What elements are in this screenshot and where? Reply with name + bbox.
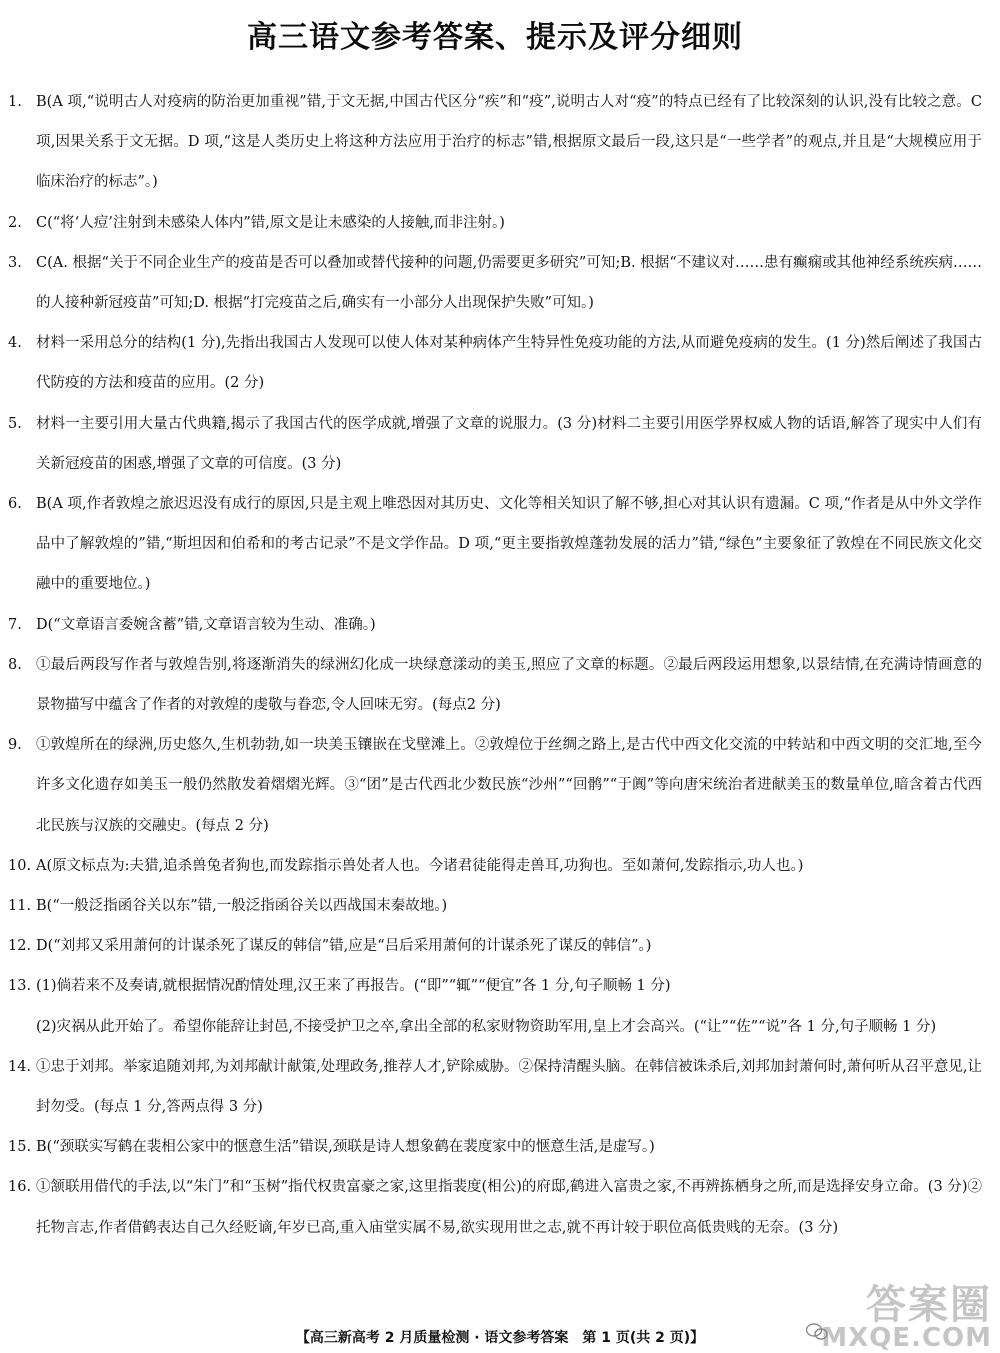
page-footer: 【高三新高考 2 月质量检测 · 语文参考答案 第 1 页(共 2 页)】 (295, 1330, 705, 1346)
item-number: 11. (8, 898, 32, 915)
item-text: ①敦煌所在的绿洲,历史悠久,生机勃勃,如一块美玉镶嵌在戈壁滩上。②敦煌位于丝绸之路上,是古代中西文化交流的中转站和中西文明的交汇地,至今许多文化遗存如美玉一般仍然散发着熠熠光辉。③“团”是古代西北少数民族“沙州”“回鹘”“于阗”等向唐宋统治者进献美玉的数量单位,暗含着古代西北民族与汉族的交融史。(每点 2 分) (36, 737, 982, 834)
item-text: D(“文章语言委婉含蓄”错,文章语言较为生动、准确。) (36, 616, 376, 633)
item-number: 7. (8, 616, 22, 633)
answer-item-15 (8, 1127, 982, 1167)
item-number: 15. (8, 1139, 32, 1156)
item-number: 10. (8, 857, 32, 874)
item-number: 12. (8, 938, 32, 955)
item-text: ①颔联用借代的手法,以“朱门”和“玉树”指代权贵富豪之家,这里指裴度(相公)的府邸,鹤进入富贵之家,不再辨拣栖身之所,而是选择安身立命。(3 分)②托物言志,作者借鹤表达自己久经贬谪,年岁已高,重入庙堂实属不易,欲实现用世之志,就不再计较于职位高低贵贱的无奈。(3 分) (36, 1179, 982, 1236)
item-number: 13. (8, 978, 32, 995)
item-number: 5. (8, 415, 22, 432)
item-text: C(“将‘人痘’注射到未感染人体内”错,原文是让未感染的人接触,而非注射。) (36, 214, 505, 231)
answer-item-4 (8, 323, 982, 403)
answer-item-12 (8, 926, 982, 966)
answer-item-16 (8, 1167, 982, 1247)
item-number: 3. (8, 254, 22, 271)
item-text: D(“刘邦又采用萧何的计谋杀死了谋反的韩信”错,应是“吕后采用萧何的计谋杀死了谋反的韩信”。) (36, 938, 652, 955)
item-text: B(“颈联实写鹤在裴相公家中的惬意生活”错误,颈联是诗人想象鹤在裴度家中的惬意生活,是虚写。) (36, 1139, 655, 1156)
item-text: 材料一主要引用大量古代典籍,揭示了我国古代的医学成就,增强了文章的说服力。(3 分)材料二主要引用医学界权威人物的话语,解答了现实中人们有关新冠疫苗的困惑,增强了文章的可信度。(3 分) (36, 415, 982, 472)
item-number: 1. (8, 94, 22, 110)
item-number: 14. (8, 1058, 32, 1075)
answer-item-7 (8, 605, 982, 645)
item-number: 2. (8, 214, 22, 231)
item-number: 6. (8, 496, 22, 513)
answer-item-13 (8, 966, 982, 1006)
answer-item-6 (8, 484, 982, 605)
item-text: 材料一采用总分的结构(1 分),先指出我国古人发现可以使人体对某种病体产生特异性免疫功能的方法,从而避免疫病的发生。(1 分)然后阐述了我国古代防疫的方法和疫苗的应用。(2 分) (36, 335, 982, 392)
answer-item-14 (8, 1047, 982, 1127)
item-number: 4. (8, 335, 22, 352)
item-text: C(A. 根据“关于不同企业生产的疫苗是否可以叠加或替代接种的问题,仍需要更多研究”可知;B. 根据“不建议对……患有癫痫或其他神经系统疾病……的人接种新冠疫苗”可知;D. 根据“打完疫苗之后,确实有一小部分人出现保护失败”可知。) (36, 254, 982, 312)
item-text: B(A 项,“说明古人对疫病的防治更加重视”错,于文无据,中国古代区分“疾”和“疫”,说明古人对“疫”的特点已经有了比较深刻的认识,没有比较之意。C 项,因果关系于文无据。D 项,“这是人类历史上将这种方法应用于治疗的标志”错,根据原文最后一段,这只是“一些学者”的观点,并且是“大规模应用于临床治疗的标志”。) (36, 94, 982, 191)
answer-item-11 (8, 886, 982, 926)
item-text: B(A 项,作者敦煌之旅迟迟没有成行的原因,只是主观上唯恐因对其历史、文化等相关知识了解不够,担心对其认识有遗漏。C 项,“作者是从中外文学作品中了解敦煌的”错,“斯坦因和伯希和的考古记录”不是文学作品。D 项,“更主要指敦煌蓬勃发展的活力”错,“绿色”主要象征了敦煌在不同民族文化交融中的重要地位。) (36, 496, 982, 593)
item-text: B(“一般泛指函谷关以东”错,一般泛指函谷关以西战国末秦故地。) (36, 898, 448, 915)
answer-item-9 (8, 725, 982, 846)
item-number: 16. (8, 1179, 32, 1196)
item-text: (1)倘若来不及奏请,就根据情况酌情处理,汉王来了再报告。(“即”“辄”“便宜”各 1 分,句子顺畅 1 分) (36, 978, 671, 995)
answer-item-1 (8, 82, 982, 203)
watermark-logo: 答案圈 (866, 1282, 992, 1328)
answer-item-3 (8, 243, 982, 323)
item-text: A(原文标点为:夫猎,追杀兽兔者狗也,而发踪指示兽处者人也。今诸君徒能得走兽耳,功狗也。至如萧何,发踪指示,功人也。) (36, 857, 804, 874)
answer-item-8 (8, 645, 982, 725)
item-number: 9. (8, 737, 22, 754)
wechat-icon (806, 1323, 828, 1345)
item-number: 8. (8, 656, 22, 673)
watermark-site: MXQE.COM (821, 1323, 992, 1353)
answer-item-5 (8, 404, 982, 484)
answer-item-10 (8, 846, 982, 886)
item-text: ①忠于刘邦。举家追随刘邦,为刘邦献计献策,处理政务,推荐人才,铲除威胁。②保持清醒头脑。在韩信被诛杀后,刘邦加封萧何时,萧何听从召平意见,让封勿受。(每点 1 分,答两点得 3 分) (36, 1058, 982, 1116)
answer-item-13-part-2: (2)灾祸从此开始了。希望你能辞让封邑,不接受护卫之卒,拿出全部的私家财物资助军用,皇上才会高兴。(“让”“佐”“说”各 1 分,句子顺畅 1 分) (36, 1018, 937, 1035)
item-text: ①最后两段写作者与敦煌告别,将逐渐消失的绿洲幻化成一块绿意漾动的美玉,照应了文章的标题。②最后两段运用想象,以景结情,在充满诗情画意的景物描写中蕴含了作者的对敦煌的虔敬与眷恋,令人回味无穷。(每点2 分) (36, 656, 982, 714)
answer-item-2 (8, 203, 982, 243)
page-title: 高三语文参考答案、提示及评分细则 (247, 20, 743, 55)
